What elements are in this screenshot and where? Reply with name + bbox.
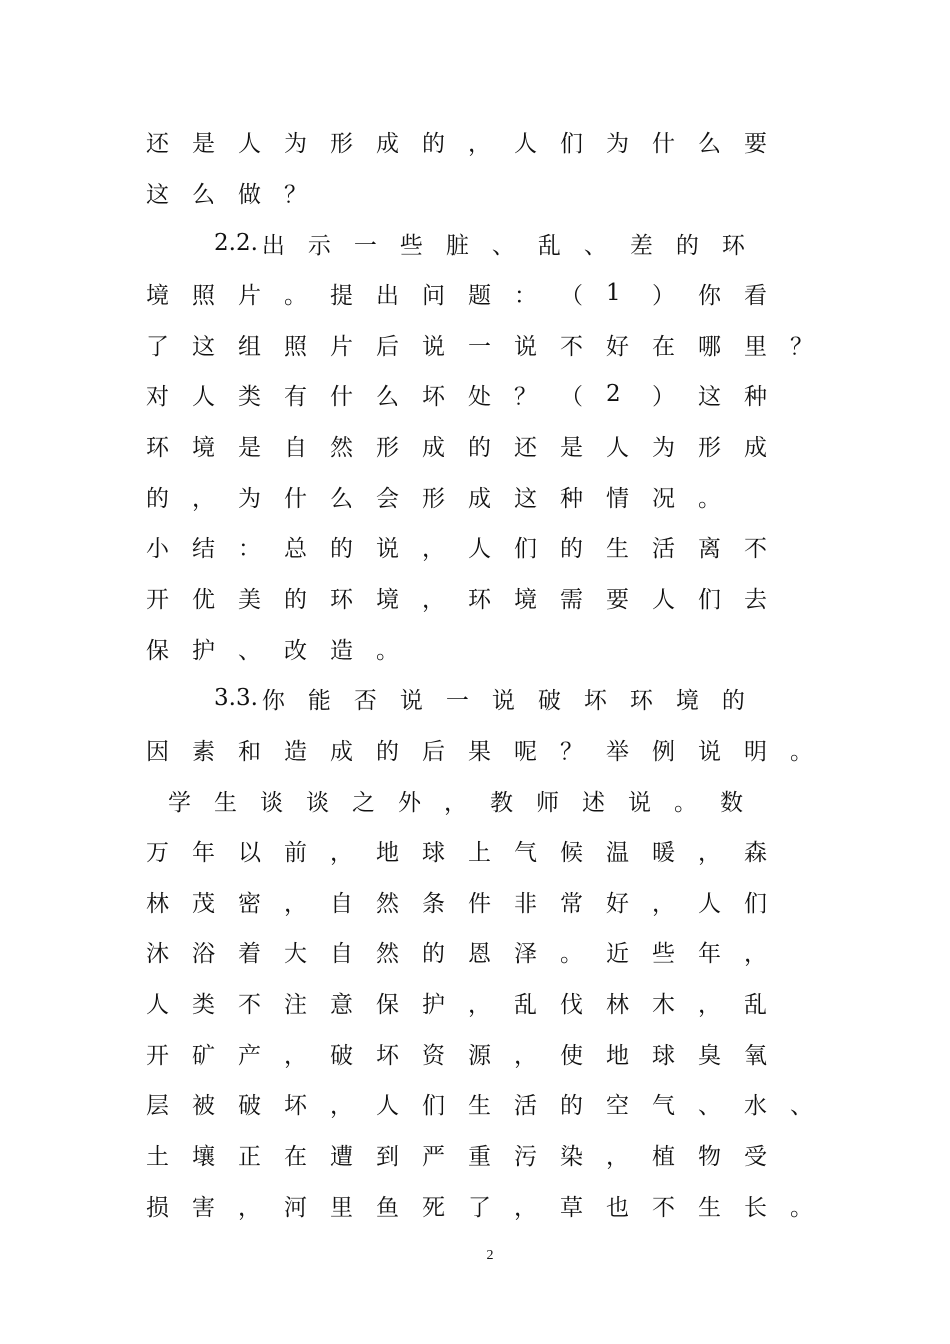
text-line-15: 万 年 以 前 ， 地 球 上 气 候 温 暖 ， 森	[146, 839, 767, 866]
text-line-2: 这 么 做 ？	[146, 181, 307, 208]
text-line-22: 损 害 ， 河 里 鱼 死 了 ， 草 也 不 生 长 。	[146, 1194, 813, 1221]
text-line-3: 2.2. 出 示 一 些 脏 、 乱 、 差 的 环	[214, 230, 745, 259]
text-line-18: 人 类 不 注 意 保 护 ， 乱 伐 林 木 ， 乱	[146, 991, 767, 1018]
text-line-9: 小 结 ： 总 的 说 ， 人 们 的 生 活 离 不	[146, 535, 767, 562]
text-line-1: 还 是 人 为 形 成 的 ， 人 们 为 什 么 要	[146, 130, 767, 157]
text-line-19: 开 矿 产 ， 破 坏 资 源 ， 使 地 球 臭 氧	[146, 1042, 767, 1069]
text-line-13: 因 素 和 造 成 的 后 果 呢 ？ 举 例 说 明 。	[146, 738, 813, 765]
text-line-17: 沐 浴 着 大 自 然 的 恩 泽 。 近 些 年 ，	[146, 940, 767, 967]
text-line-16: 林 茂 密 ， 自 然 条 件 非 常 好 ， 人 们	[146, 890, 767, 917]
text-line-20: 层 被 破 坏 ， 人 们 生 活 的 空 气 、 水 、	[146, 1092, 813, 1119]
text-line-7: 环 境 是 自 然 形 成 的 还 是 人 为 形 成	[146, 434, 767, 461]
text-line-14: 学 生 谈 谈 之 外 ， 教 师 述 说 。 数	[168, 789, 743, 816]
text-line-5: 了 这 组 照 片 后 说 一 说 不 好 在 哪 里 ？	[146, 333, 813, 360]
text-line-11: 保 护 、 改 造 。	[146, 637, 399, 664]
text-line-6: 对 人 类 有 什 么 坏 处 ？ （ 2 ） 这 种	[146, 381, 767, 410]
text-line-21: 土 壤 正 在 遭 到 严 重 污 染 ， 植 物 受	[146, 1143, 767, 1170]
text-line-12: 3.3. 你 能 否 说 一 说 破 坏 环 境 的	[214, 685, 745, 714]
page-number: 2	[486, 1248, 494, 1263]
text-line-10: 开 优 美 的 环 境 ， 环 境 需 要 人 们 去	[146, 586, 767, 613]
text-line-8: 的 ， 为 什 么 会 形 成 这 种 情 况 。	[146, 485, 721, 512]
text-line-4: 境 照 片 。 提 出 问 题 ： （ 1 ） 你 看	[146, 280, 767, 309]
